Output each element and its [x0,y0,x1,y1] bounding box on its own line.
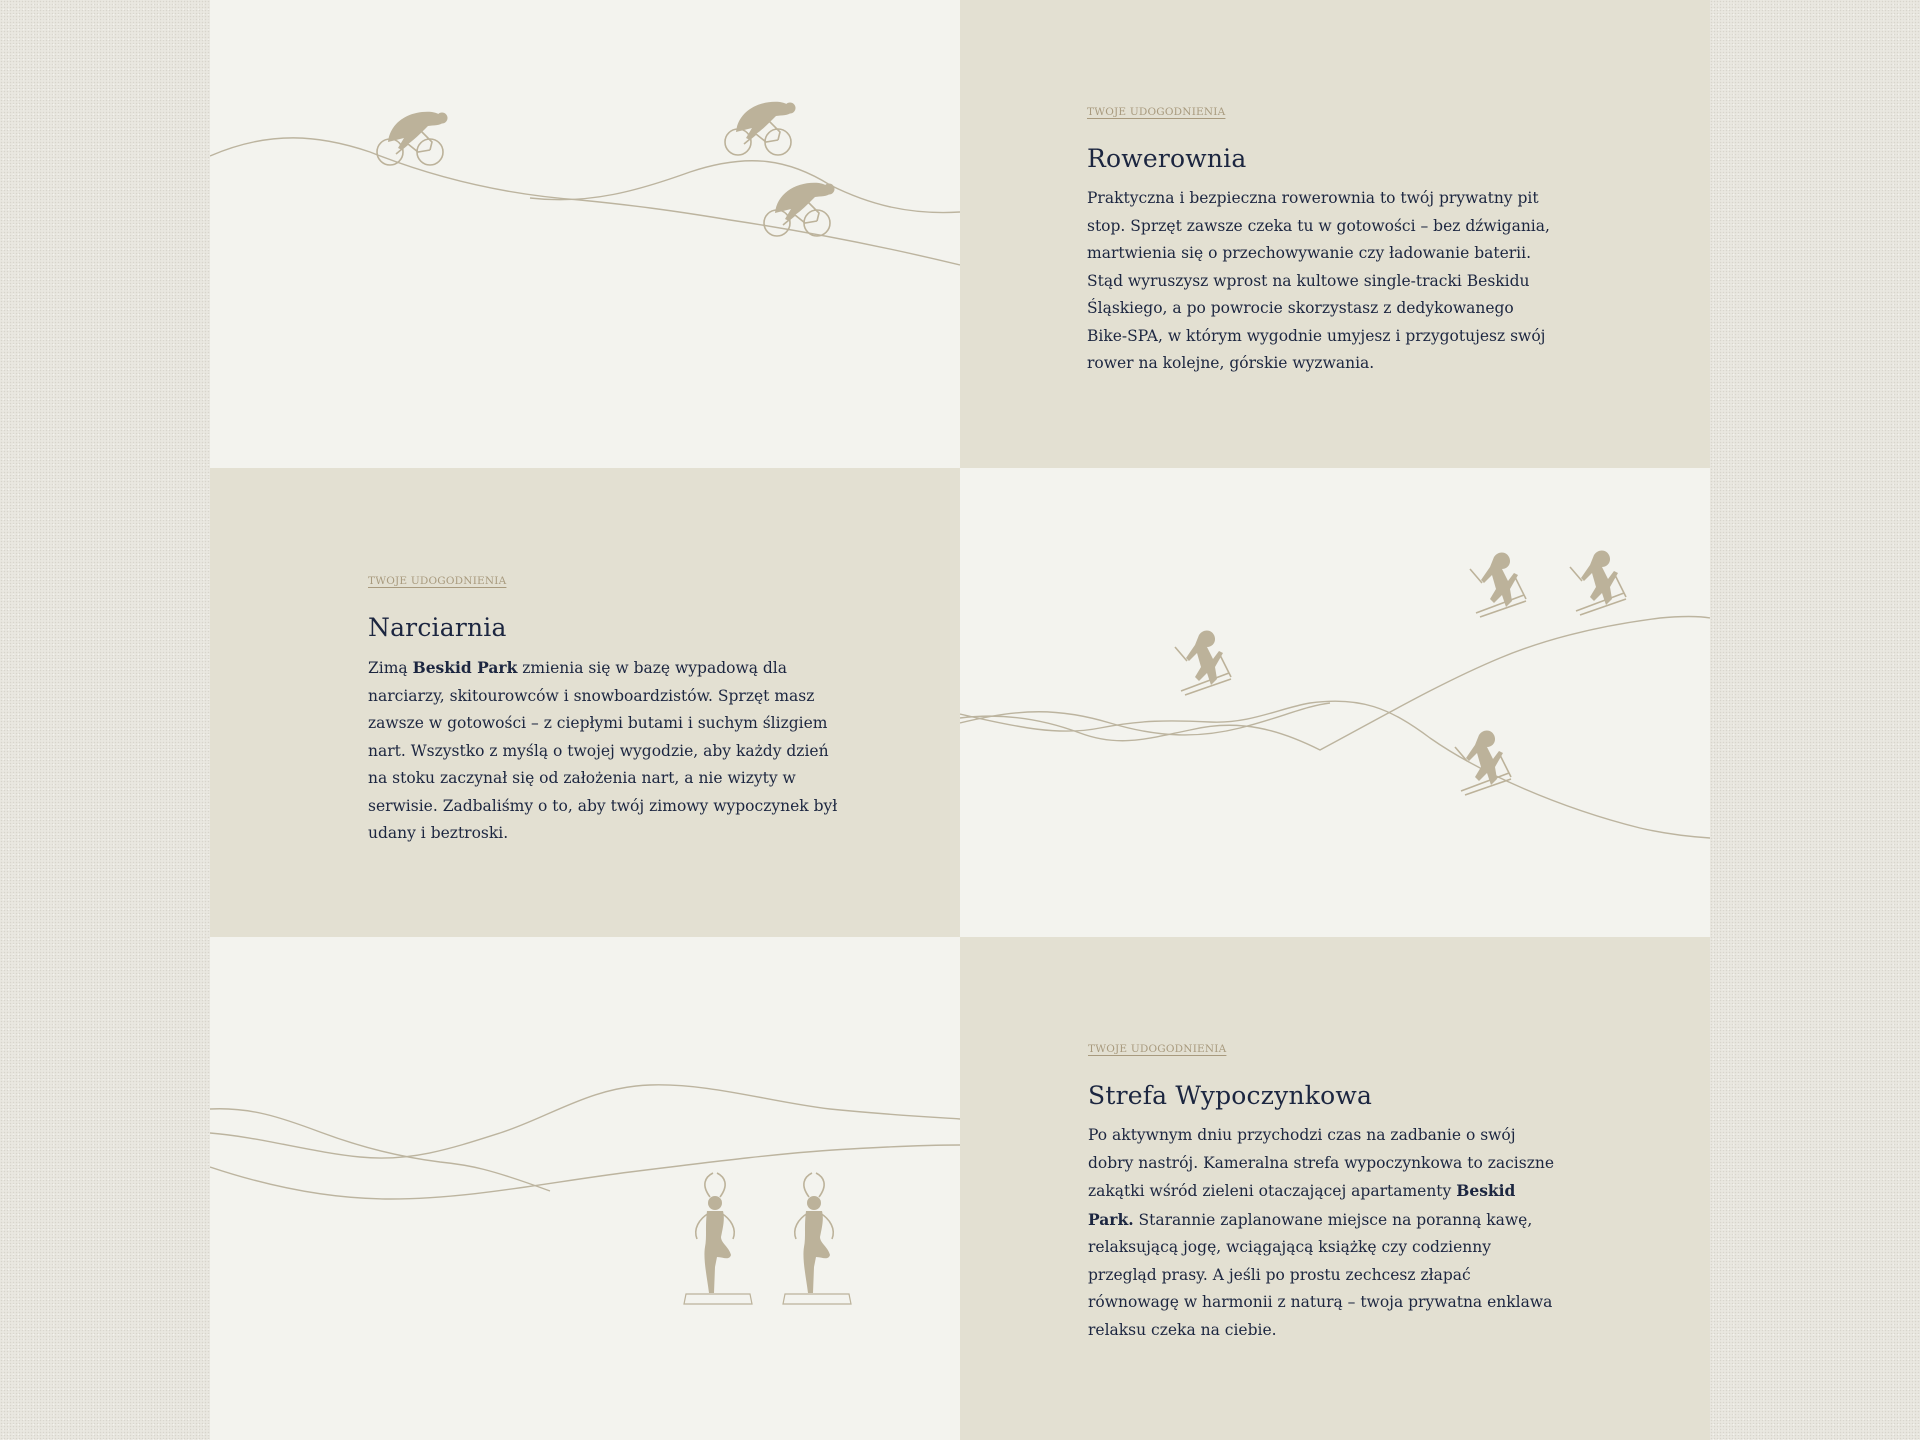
section-eyebrow: TWOJE UDOGODNIENIA [368,575,507,587]
skier-icon-3 [1570,551,1626,616]
yoga-illustration [210,937,960,1440]
brand-name: Beskid Park [412,658,518,677]
section-title: Narciarnia [368,613,507,642]
brand-name: Beskid Park. [1088,1181,1516,1229]
section-body: Po aktywnym dniu przychodzi czas na zadbanie o swój dobry nastrój. Kameralna strefa wypoczynkowa to zaciszne zakątki wśród zieleni otaczającej apartamenty Beskid Park. Starannie zaplanowane miejsce na poranną kawę, relaksującą jogę, wciągającą książkę czy codzienny przegląd prasy. A jeśli po prostu zechcesz złapać równowagę w harmonii z naturą – twoja prywatna enklawa relaksu czeka na ciebie. [1088,1126,1555,1339]
skier-icon-2 [1470,553,1526,618]
yoga-illustration-panel [210,937,960,1440]
skiers-illustration [960,468,1710,937]
skiing-illustration-panel [960,468,1710,937]
cyclist-icon-3 [764,183,835,236]
strefa-wypoczynkowa-section [960,937,1710,1440]
yoga-person-icon-2 [795,1173,834,1293]
narciarnia-section [210,468,960,937]
section-title: Strefa Wypoczynkowa [1088,1081,1373,1110]
yoga-person-icon-1 [696,1173,735,1293]
rowerownia-text [1087,100,1557,378]
strefa-text [1088,1037,1563,1344]
yoga-mat-icon-2 [783,1294,851,1304]
yoga-mat-icon-1 [684,1294,752,1304]
section-body: Zimą Beskid Park zmienia się w bazę wypadową dla narciarzy, skitourowców i snowboardzistów. Sprzęt masz zawsze w gotowości – z ciepłymi butami i suchym ślizgiem nart. Wszystko z myślą o twojej wygodzie, aby każdy dzień na stoku zaczynał się od założenia nart, a nie wizyty w serwisie. Zadbaliśmy o to, aby twój zimowy wypoczynek był udany i beztroski. [368,658,838,842]
section-title: Rowerownia [1087,144,1247,173]
section-body: Praktyczna i bezpieczna rowerownia to twój prywatny pit stop. Sprzęt zawsze czeka tu w gotowości – bez dźwigania, martwienia się o przechowywanie czy ładowanie baterii. Stąd wyruszysz wprost na kultowe single-tracki Beskidu Śląskiego, a po powrocie skorzystasz z dedykowanego Bike-SPA, w którym wygodnie umyjesz i przygotujesz swój rower na kolejne, górskie wyzwania. [1087,189,1550,372]
skier-icon-1 [1175,631,1231,696]
section-eyebrow: TWOJE UDOGODNIENIA [1088,1043,1227,1055]
narciarnia-text [368,569,838,848]
cycling-illustration-panel [210,0,960,468]
skier-icon-4 [1455,731,1511,796]
rowerownia-section [960,0,1710,468]
section-eyebrow: TWOJE UDOGODNIENIA [1087,106,1226,118]
cyclists-illustration [210,0,960,468]
cyclist-icon-2 [725,102,796,155]
amenities-grid [210,0,1710,1440]
cyclist-icon-1 [377,112,448,165]
